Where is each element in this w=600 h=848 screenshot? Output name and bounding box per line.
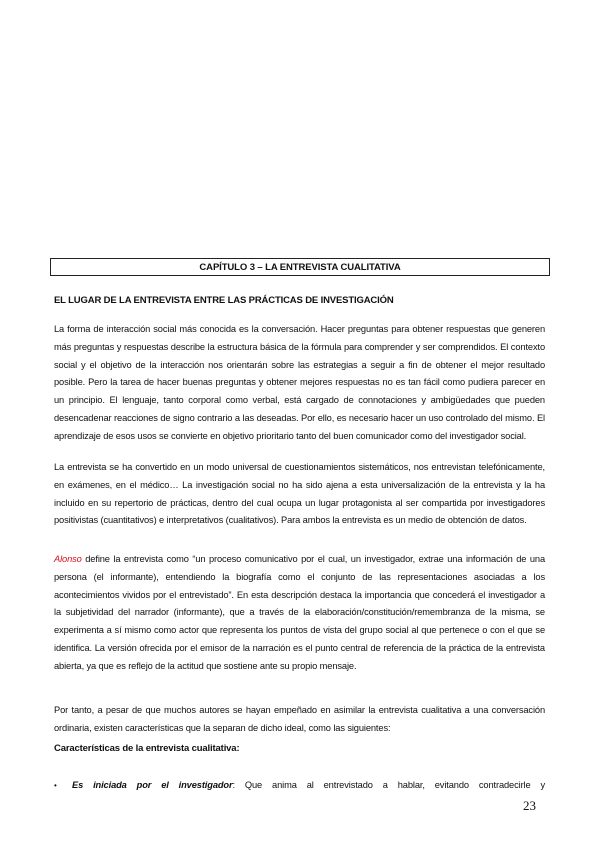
section-heading: EL LUGAR DE LA ENTREVISTA ENTRE LAS PRÁCTICAS DE INVESTIGACIÓN [54,295,394,306]
page-number: 23 [523,798,536,813]
list-heading: Características de la entrevista cualitativa: [54,743,240,754]
bullet-icon: • [54,781,57,790]
paragraph-characteristics-intro: Por tanto, a pesar de que muchos autores se hayan empeñado en asimilar la entrevista cualitativa a una conversación ordinaria, existen características que la separan de dicho ideal, como las siguientes: [54,705,545,733]
bullet-body: : Que anima al entrevistado a hablar, evitando contradecirle y [232,780,546,790]
bullet-text [72,777,545,795]
paragraph-conversation: La forma de interacción social más conocida es la conversación. Hacer preguntas para obtener respuestas que generen más preguntas y respuestas describe la estructura básica de la fórmula para comprender y ser comprendidos. El contexto social y el objetivo de la interacción nos orientarán sobre las estrategias a seguir a fin de obtener el mejor resultado posible. Pero la tarea de hacer buenas preguntas y obtener mejores respuestas no es tan fácil como pudiera parecer en un principio. El lenguaje, tanto corporal como verbal, está cargado de connotaciones y ambigüedades que pueden desencadenar reacciones de signo contrario a las deseadas. Por ello, es necesario hacer un uso controlado del mismo. El aprendizaje de esos usos se convierte en objetivo prioritario tanto del buen comunicador como del investigador social. [54,324,545,441]
author-citation: Alonso [54,554,82,564]
paragraph-alonso-text: define la entrevista como “un proceso comunicativo por el cual, un investigador, extrae una información de una persona (el informante), entendiendo la biografía como el conjunto de las representaciones asociadas a los acontecimientos vividos por el entrevistado”. En esta descripción destaca la importancia que concederá el investigador a la subjetividad del narrador (informante), que a través de la elaboración/constitución/remembranza de la misma, se experimenta a sí mismo como actor que representa los puntos de vista del grupo social al que pertenece o con el que se identifica. La versión ofrecida por el emisor de la narración es el punto central de referencia de la práctica de la entrevista abierta, ya que es reflejo de la actitud que sostiene ante su propio mensaje. [54,554,545,671]
paragraph-alonso-definition [54,551,545,676]
paragraph-interview-universal: La entrevista se ha convertido en un modo universal de cuestionamientos sistemáticos, nos entrevistan telefónicamente, en exámenes, en el médico… La investigación social no ha sido ajena a esta universalización de la entrevista y la ha incluido en su repertorio de prácticas, dentro del cual ocupa un lugar protagonista al ser compartida por investigadores positivistas (cuantitativos) e interpretativos (cualitativos). Para ambos la entrevista es un medio de obtención de datos. [54,462,545,526]
chapter-title: CAPÍTULO 3 – LA ENTREVISTA CUALITATIVA [199,261,401,273]
chapter-title-box [50,258,550,276]
bullet-lead: Es iniciada por el investigador [72,780,233,790]
list-item [54,777,545,795]
